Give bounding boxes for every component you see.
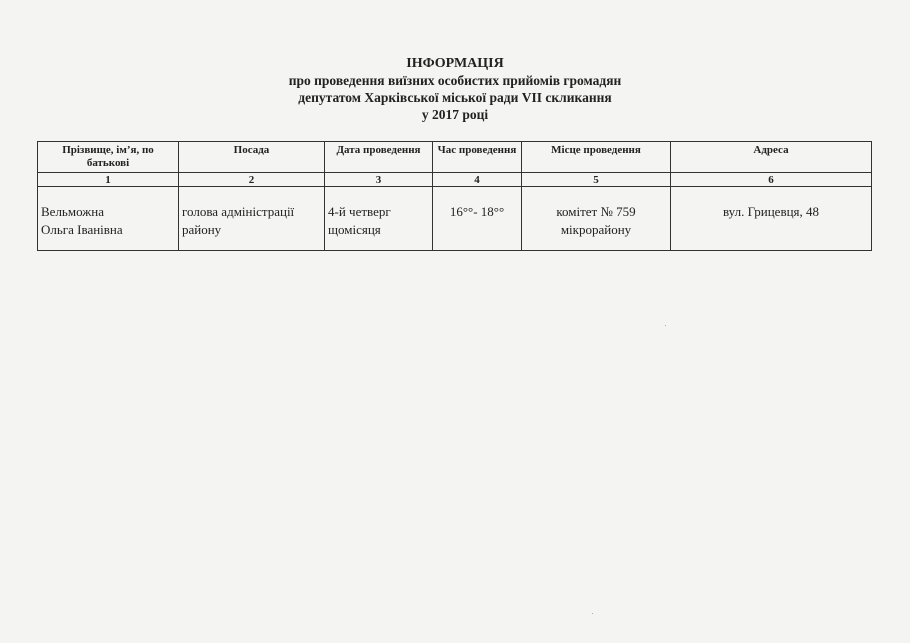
document-heading [0, 55, 910, 123]
scan-speck [665, 325, 666, 326]
column-number: 6 [671, 173, 872, 187]
date-line1: 4-й четверг [328, 204, 391, 219]
header-full-name: Прізвище, ім’я, по батькові [38, 142, 179, 173]
column-number: 2 [179, 173, 325, 187]
position-line1: голова адміністрації [182, 204, 295, 219]
header-address: Адреса [671, 142, 872, 173]
scan-speck [592, 613, 593, 614]
cell-full-name [38, 187, 179, 251]
time-value: 16°°- 18°° [449, 204, 505, 219]
date-line2: щомісяця [328, 222, 381, 237]
cell-place [522, 187, 671, 251]
table-row [38, 187, 872, 251]
header-date: Дата проведення [325, 142, 433, 173]
place-line2: мікрорайону [560, 222, 632, 237]
table-number-row [38, 173, 872, 187]
heading-subtitle-line3: у 2017 році [421, 107, 489, 122]
name-given: Ольга Іванівна [41, 222, 123, 237]
position-line2: району [182, 222, 222, 237]
cell-position [179, 187, 325, 251]
reception-schedule-table [37, 141, 872, 251]
heading-subtitle-line1: про проведення виїзних особистих прийомів громадян [288, 73, 622, 88]
column-number: 1 [38, 173, 179, 187]
heading-subtitle-line2: депутатом Харківської міської ради VII скликання [298, 90, 612, 105]
address-value: вул. Грицевця, 48 [722, 204, 820, 219]
heading-title: ІНФОРМАЦІЯ [406, 56, 504, 71]
header-time: Час проведення [433, 142, 522, 173]
name-surname: Вельможна [41, 204, 104, 219]
cell-address [671, 187, 872, 251]
cell-date [325, 187, 433, 251]
column-number: 3 [325, 173, 433, 187]
table-header-row [38, 142, 872, 173]
column-number: 5 [522, 173, 671, 187]
cell-time [433, 187, 522, 251]
place-line1: комітет № 759 [556, 204, 636, 219]
header-position: Посада [179, 142, 325, 173]
column-number: 4 [433, 173, 522, 187]
header-place: Місце проведення [522, 142, 671, 173]
